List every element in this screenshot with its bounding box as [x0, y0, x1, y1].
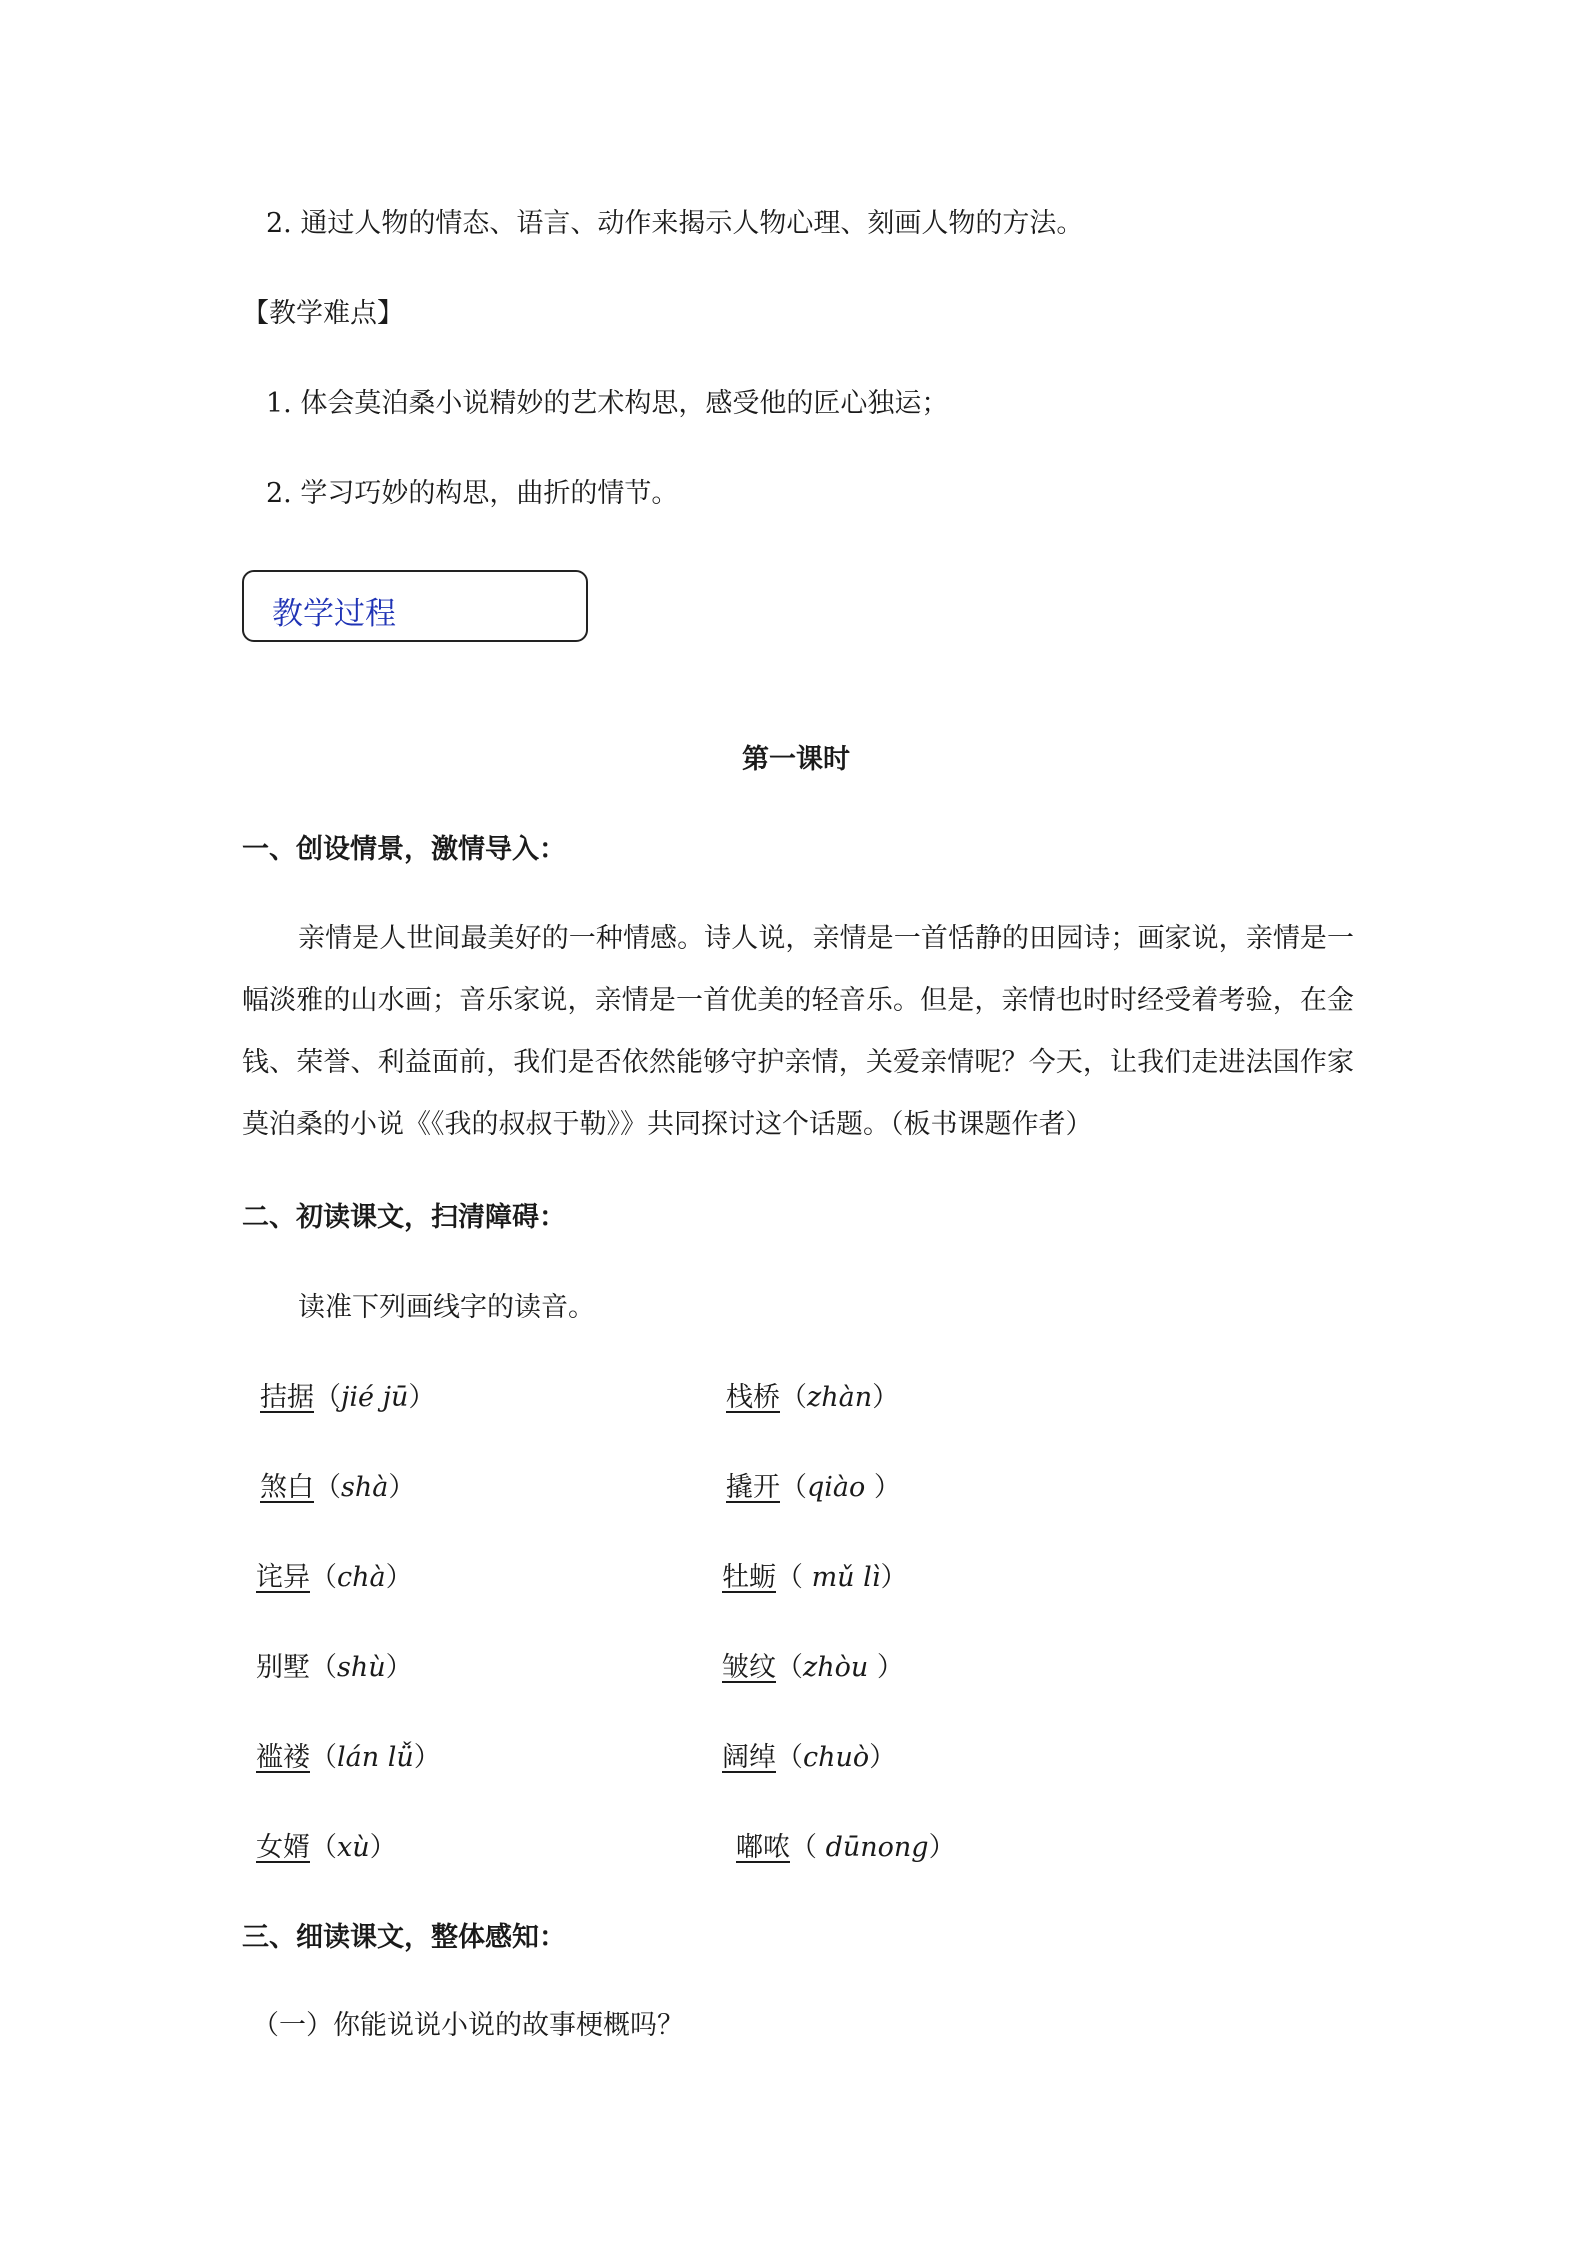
vocab-word: 别墅 — [256, 1652, 310, 1683]
vocab-word: 女婿 — [256, 1832, 310, 1863]
section-3-heading: 三、细读课文，整体感知： — [242, 1922, 566, 1953]
vocab-pinyin: xù — [337, 1832, 370, 1863]
vocab-pinyin: jié jū — [341, 1382, 409, 1413]
difficulties-heading: 【教学难点】 — [242, 298, 404, 329]
vocab-pinyin: zhòu — [803, 1652, 877, 1683]
vocab-word: 栈桥 — [726, 1382, 780, 1413]
vocab-pinyin: shù — [337, 1652, 386, 1683]
vocab-item: 女婿（xù） — [256, 1832, 397, 1863]
vocab-pinyin: chuò — [803, 1742, 870, 1773]
section-2-heading: 二、初读课文，扫清障碍： — [242, 1202, 566, 1233]
vocab-word: 嘟哝 — [736, 1832, 790, 1863]
vocab-item: 拮据（jié jū） — [260, 1382, 436, 1413]
vocab-item: 别墅（shù） — [256, 1652, 413, 1683]
vocab-word: 牡蛎 — [722, 1562, 776, 1593]
section-1-paragraph — [242, 908, 1354, 1156]
vocab-item: 栈桥（zhàn） — [726, 1382, 900, 1413]
vocab-word: 煞白 — [260, 1472, 314, 1503]
vocab-word: 褴褛 — [256, 1742, 310, 1773]
vocab-pinyin: zhàn — [807, 1382, 873, 1413]
vocab-item: 嘟哝（ dūnong） — [736, 1832, 956, 1863]
vocab-pinyin: shà — [341, 1472, 389, 1503]
vocab-word: 撬开 — [726, 1472, 780, 1503]
teaching-process-label: 教学过程 — [272, 596, 396, 632]
vocab-item: 褴褛（lán lǚ） — [256, 1742, 441, 1773]
objective-item-2: 2. 通过人物的情态、语言、动作来揭示人物心理、刻画人物的方法。 — [266, 208, 1084, 239]
section-3-question-1: （一）你能说说小说的故事梗概吗？ — [252, 2010, 684, 2041]
vocab-word: 皱纹 — [722, 1652, 776, 1683]
difficulty-item-2: 2. 学习巧妙的构思，曲折的情节。 — [266, 478, 679, 509]
vocab-item: 煞白（shà） — [260, 1472, 416, 1503]
vocab-word: 诧异 — [256, 1562, 310, 1593]
vocab-item: 皱纹（zhòu ） — [722, 1652, 904, 1683]
teaching-process-box — [242, 570, 588, 642]
vocab-pinyin: mǔ lì — [803, 1562, 881, 1593]
vocab-item: 诧异（chà） — [256, 1562, 413, 1593]
section-1-heading: 一、创设情景，激情导入： — [242, 834, 566, 865]
vocab-word: 拮据 — [260, 1382, 314, 1413]
vocab-pinyin: lán lǚ — [337, 1742, 414, 1773]
intro-paragraph-text: 亲情是人世间最美好的一种情感。诗人说，亲情是一首恬静的田园诗；画家说，亲情是一幅淡雅的山水画；音乐家说，亲情是一首优美的轻音乐。但是，亲情也时时经受着考验，在金钱、荣誉、利益面前，我们是否依然能够守护亲情，关爱亲情呢？今天，让我们走进法国作家莫泊桑的小说《《我的叔叔于勒》》共同探讨这个话题。（板书课题作者） — [242, 923, 1354, 1140]
vocab-pinyin: qiào — [807, 1472, 874, 1503]
vocab-item: 牡蛎（ mǔ lì） — [722, 1562, 908, 1593]
vocab-word: 阔绰 — [722, 1742, 776, 1773]
lesson-title: 第一课时 — [742, 744, 850, 775]
vocab-item: 撬开（qiào ） — [726, 1472, 901, 1503]
vocab-pinyin: dūnong — [817, 1832, 929, 1863]
vocab-pinyin: chà — [337, 1562, 386, 1593]
section-2-instruction: 读准下列画线字的读音。 — [298, 1292, 595, 1323]
vocab-item: 阔绰（chuò） — [722, 1742, 897, 1773]
difficulty-item-1: 1. 体会莫泊桑小说精妙的艺术构思，感受他的匠心独运； — [266, 388, 949, 419]
